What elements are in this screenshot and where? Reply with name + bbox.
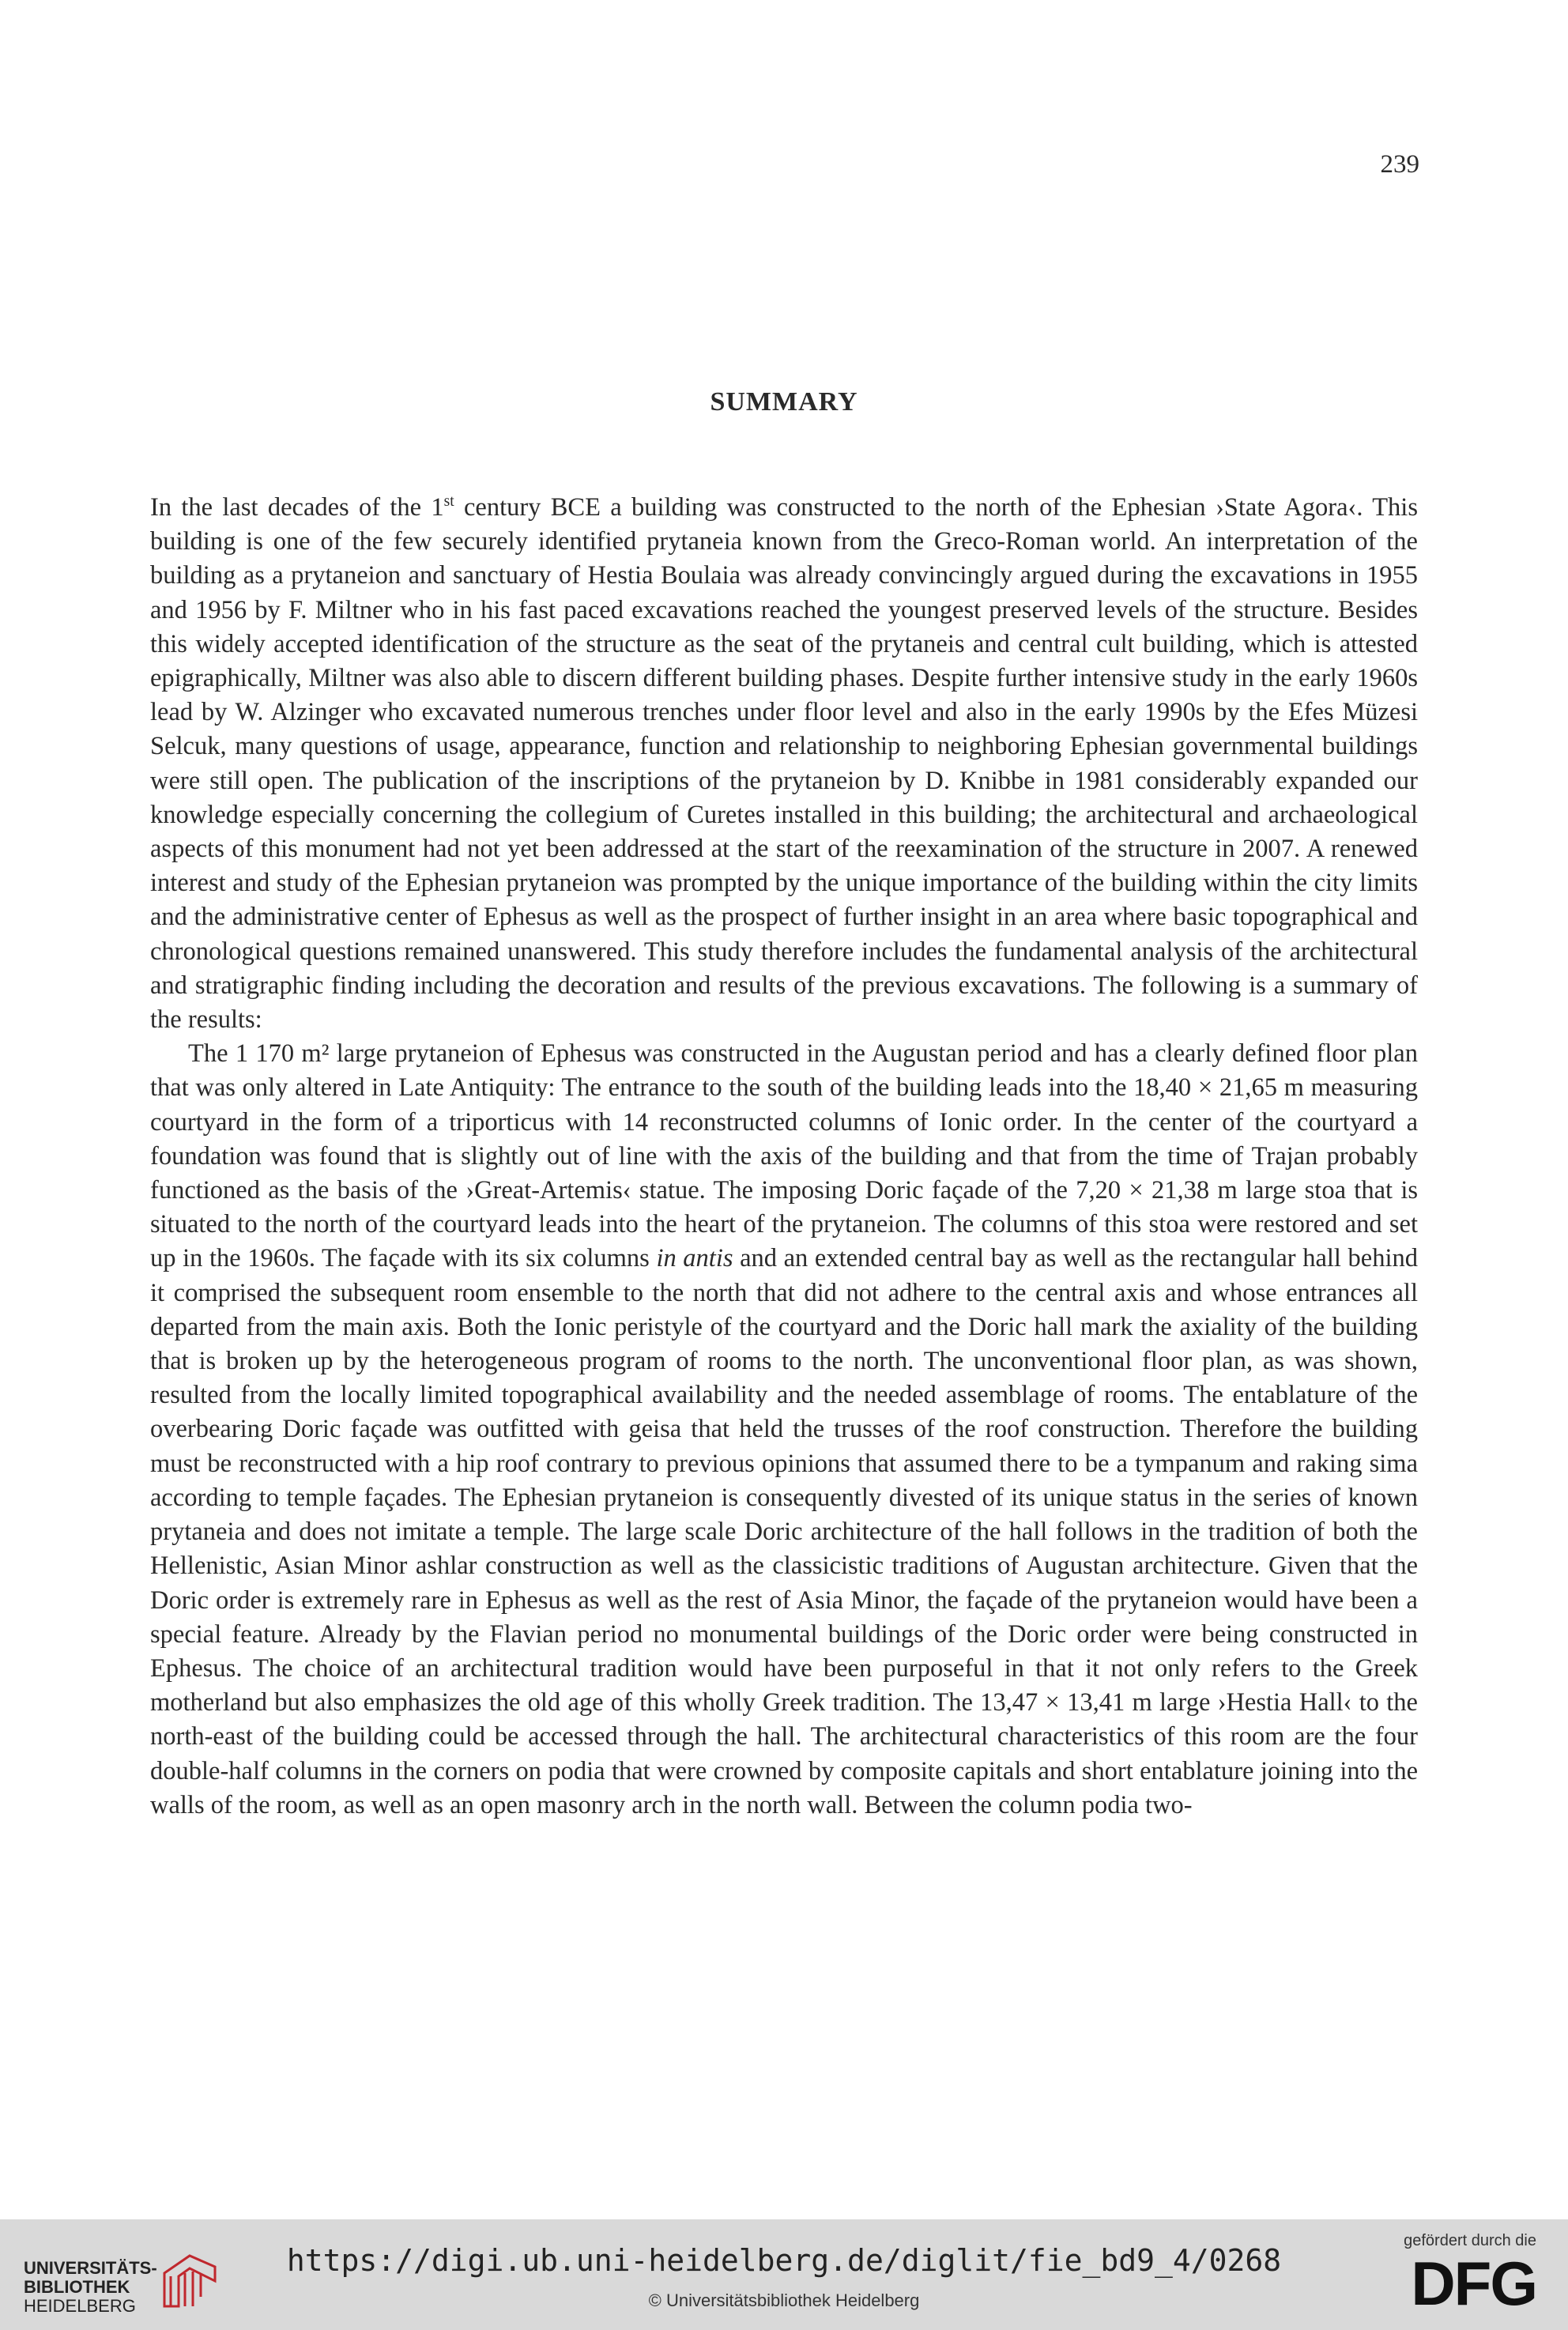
paragraph-text: and an extended central bay as well as the rectangular hall behind it comprised the subsequent room ensemble to the north that did not adhere to the central axis and whose entrances all departed from the main axis. Both the Ionic peristyle of the courtyard and the Doric hall mark the axiality of the building that is broken up by the heterogeneous program of rooms to the north. The unconventional floor plan, as was shown, resulted from the locally limited topographical availability and the needed assemblage of rooms. The entablature of the overbearing Doric façade was outfitted with geisa that held the trusses of the roof construction. Therefore the building must be reconstructed with a hip roof contrary to previous opinions that assumed there to be a tympanum and raking sima according to temple façades. The Ephesian prytaneion is consequently divested of its unique status in the series of known prytaneia and does not imitate a temple. The large scale Doric architecture of the hall follows in the tradition of both the Hellenistic, Asian Minor ashlar construction as well as the classicistic traditions of Augustan architecture. Given that the Doric order is extremely rare in Ephesus as well as the rest of Asia Minor, the façade of the prytaneion would have been a special feature. Already by the Flavian period no monumental buildings of the Doric order were being constructed in Ephesus. The choice of an architectural tradition would have been purposeful in that it not only refers to the Greek motherland but also emphasizes the old age of this wholly Greek tradition. The 13,47 × 13,41 m large ›Hestia Hall‹ to the north-east of the building could be accessed through the hall. The architectural characteristics of this room are the four double-half columns in the corners on podia that were crowned by composite capitals and short entablature joining into the walls of the room, as well as an open masonry arch in the north wall. Between the column podia two-: [150, 1244, 1418, 1819]
footer-bar: [0, 2219, 1568, 2330]
superscript: st: [443, 493, 454, 511]
body-paragraph: [150, 1037, 1418, 1823]
dfg-logo[interactable]: DFG: [1411, 2249, 1536, 2318]
footer-copyright: © Universitätsbibliothek Heidelberg: [648, 2290, 920, 2310]
page-number: 239: [1380, 150, 1419, 179]
paragraph-text: In the last decades of the 1: [150, 493, 444, 522]
library-logo-line3: HEIDELBERG: [24, 2296, 136, 2316]
funder-block: [1355, 2232, 1536, 2318]
page-title: SUMMARY: [710, 387, 858, 417]
paragraph-text: The 1 170 m² large prytaneion of Ephesus was constructed in the Augustan period and has a clearly defined floor plan that was only altered in Late Antiquity: The entrance to the south of the building leads into the 18,40 × 21,65 m measuring courtyard in the form of a triporticus with 14 reconstructed columns of Ionic order. In the center of the courtyard a foundation was found that is slightly out of line with the axis of the building and that from the time of Trajan probably functioned as the basis of the ›Great-Artemis‹ statue. The imposing Doric façade of the 7,20 × 21,38 m large stoa that is situated to the north of the courtyard leads into the heart of the prytaneion. The columns of this stoa were restored and set up in the 1960s. The façade with its six columns: [150, 1039, 1418, 1273]
paragraph-text: century BCE a building was constructed to the north of the Ephesian ›State Agora‹. This building is one of the few securely identified prytaneia known from the Greco-Roman world. An interpretation of the building as a prytaneion and sanctuary of Hestia Boulaia was already convincingly argued during the excavations in 1955 and 1956 by F. Miltner who in his fast paced excavations reached the youngest preserved levels of the structure. Besides this widely accepted identification of the structure as the seat of the prytaneis and central cult building, which is attested epigraphically, Miltner was also able to discern different building phases. Despite further intensive study in the early 1960s lead by W. Alzinger who excavated numerous trenches under floor level and also in the early 1990s by the Efes Müzesi Selcuk, many questions of usage, appearance, function and relationship to neighboring Ephesian governmental buildings were still open. The publication of the inscriptions of the prytaneion by D. Knibbe in 1981 considerably expanded our knowledge especially concerning the collegium of Curetes installed in this building; the architectural and archaeological aspects of this monument had not yet been addressed at the start of the reexamination of the structure in 2007. A renewed interest and study of the Ephesian prytaneion was prompted by the unique importance of the building within the city limits and the administrative center of Ephesus as well as the prospect of further insight in an area where basic topographical and chronological questions remained unanswered. This study therefore includes the fundamental analysis of the architectural and stratigraphic finding including the decoration and results of the previous excavations. The following is a summary of the results:: [150, 493, 1418, 1035]
library-logo-line2: BIBLIOTHEK: [24, 2277, 130, 2297]
italic-text: in antis: [656, 1244, 733, 1273]
footer-url[interactable]: https://digi.ub.uni-heidelberg.de/diglit/fie_bd9_4/0268: [286, 2243, 1282, 2278]
body-text: [150, 491, 1418, 1823]
library-logo-line1: UNIVERSITÄTS-: [24, 2258, 157, 2278]
body-paragraph: [150, 491, 1418, 1037]
funding-label: gefördert durch die: [1404, 2232, 1536, 2249]
